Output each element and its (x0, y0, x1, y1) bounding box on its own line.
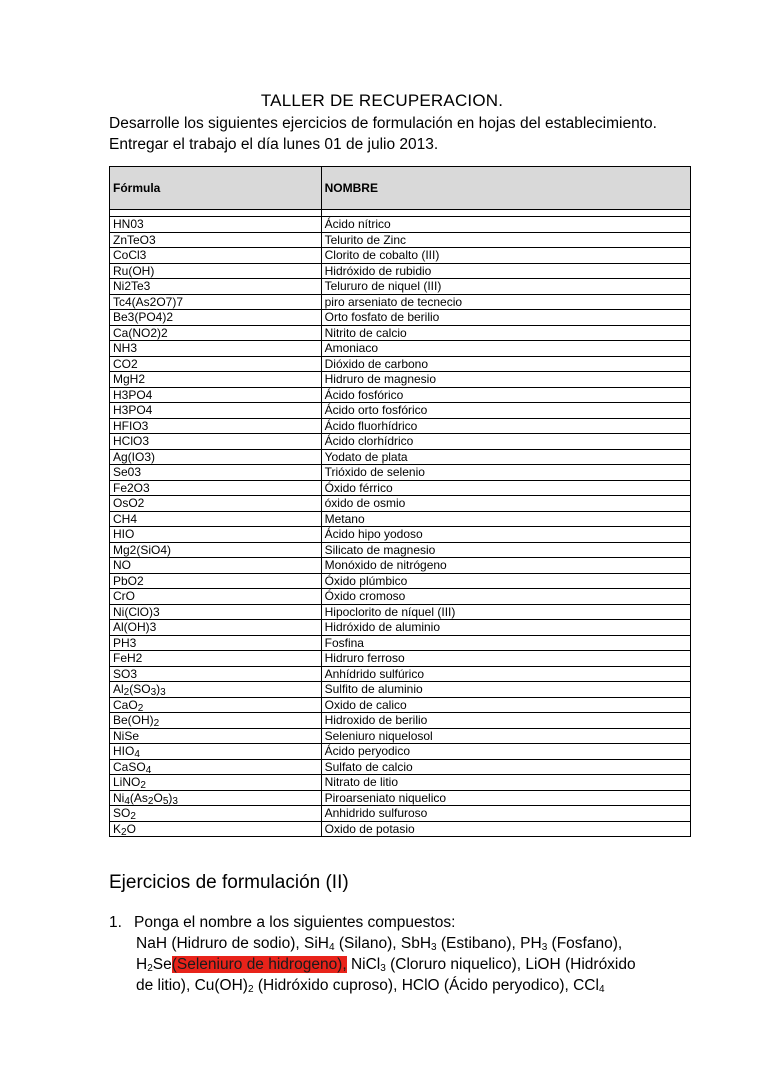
formula-cell: Se03 (110, 465, 322, 481)
table-row (110, 434, 691, 450)
name-cell: Ácido peryodico (321, 744, 690, 760)
name-cell: Óxido plúmbico (321, 573, 690, 589)
table-row (110, 325, 691, 341)
table-row (110, 604, 691, 620)
formula-cell: Fe2O3 (110, 480, 322, 496)
formula-cell: Ru(OH) (110, 263, 322, 279)
formula-cell: NiSe (110, 728, 322, 744)
formula-cell: CoCl3 (110, 248, 322, 264)
name-cell: Ácido fosfórico (321, 387, 690, 403)
table-row (110, 465, 691, 481)
answer-line: NaH (Hidruro de sodio), SiH$_4$ (Silano), SbH$_3$ (Estibano), $PH_3$ (Fosfano), (136, 935, 623, 953)
formula-cell: HFIO3 (110, 418, 322, 434)
exercise-1 (109, 912, 709, 996)
column-header-formula: Fórmula (110, 167, 322, 210)
table-row (110, 713, 691, 729)
name-cell: Yodato de plata (321, 449, 690, 465)
formula-cell: MgH2 (110, 372, 322, 388)
page-title (0, 91, 768, 111)
formula-cell: CaSO$_4$ (110, 759, 322, 775)
formula-cell: Mg2(SiO4) (110, 542, 322, 558)
table-row (110, 279, 691, 295)
name-cell: Hidróxido de aluminio (321, 620, 690, 636)
name-cell: Sulfato de calcio (321, 759, 690, 775)
formula-cell: NO (110, 558, 322, 574)
name-cell: Clorito de cobalto (III) (321, 248, 690, 264)
name-cell: Anhidrido sulfuroso (321, 806, 690, 822)
table-row (110, 821, 691, 837)
name-cell: Seleniuro niquelosol (321, 728, 690, 744)
formula-cell: CO2 (110, 356, 322, 372)
formula-cell: $SO_2$ (110, 806, 322, 822)
table-row (110, 372, 691, 388)
table-row (110, 496, 691, 512)
name-cell: Orto fosfato de berilio (321, 310, 690, 326)
name-cell: Ácido fluorhídrico (321, 418, 690, 434)
formula-cell: H3PO4 (110, 403, 322, 419)
formula-cell: PbO2 (110, 573, 322, 589)
name-cell: Dióxido de carbono (321, 356, 690, 372)
formula-cell: Ag(IO3) (110, 449, 322, 465)
formula-cell: Tc4(As2O7)7 (110, 294, 322, 310)
table-row (110, 527, 691, 543)
formula-cell: CaO$_2$ (110, 697, 322, 713)
name-cell: Oxido de calico (321, 697, 690, 713)
name-cell: Telururo de niquel (III) (321, 279, 690, 295)
table-row (110, 697, 691, 713)
name-cell: Oxido de potasio (321, 821, 690, 837)
name-cell: Hidruro de magnesio (321, 372, 690, 388)
name-cell: piro arseniato de tecnecio (321, 294, 690, 310)
column-header-nombre: NOMBRE (321, 167, 690, 210)
name-cell: Hidróxido de rubidio (321, 263, 690, 279)
name-cell: Nitrato de litio (321, 775, 690, 791)
name-cell: Hidroxido de berilio (321, 713, 690, 729)
formula-cell: Ni2Te3 (110, 279, 322, 295)
table-header-row (110, 167, 691, 210)
table-row (110, 480, 691, 496)
answer-formula: $H_2Se$ (136, 956, 172, 974)
table-row (110, 418, 691, 434)
formula-cell: FeH2 (110, 651, 322, 667)
table-row (110, 511, 691, 527)
name-cell: Fosfina (321, 635, 690, 651)
name-cell: Ácido nítrico (321, 217, 690, 233)
table-row (110, 744, 691, 760)
name-cell: Óxido cromoso (321, 589, 690, 605)
name-cell: Metano (321, 511, 690, 527)
page-title-text: TALLER DE RECUPERACION. (260, 91, 504, 110)
formula-cell: NH3 (110, 341, 322, 357)
exercise-prompt: Ponga el nombre a los siguientes compuestos: (134, 914, 456, 931)
table-row (110, 542, 691, 558)
name-cell: Ácido orto fosfórico (321, 403, 690, 419)
formula-cell: PH3 (110, 635, 322, 651)
section-title: Ejercicios de formulación (II) (109, 872, 349, 893)
name-cell: Piroarseniato niquelico (321, 790, 690, 806)
name-cell: Anhídrido sulfúrico (321, 666, 690, 682)
formula-cell: ZnTeO3 (110, 232, 322, 248)
table-row (110, 651, 691, 667)
table-row (110, 341, 691, 357)
formula-cell: $HIO_4$ (110, 744, 322, 760)
formula-table (109, 166, 691, 837)
table-row (110, 403, 691, 419)
table-row (110, 573, 691, 589)
table-row (110, 387, 691, 403)
formula-cell: $K_2O$ (110, 821, 322, 837)
table-row (110, 263, 691, 279)
name-cell: Trióxido de selenio (321, 465, 690, 481)
table-row (110, 666, 691, 682)
name-cell: óxido de osmio (321, 496, 690, 512)
answer-line: de litio), $Cu(OH)_2$ (Hidróxido cuproso), HClO (Ácido peryodico), CCl$_4$ (136, 977, 605, 995)
exercise-number: 1. (109, 914, 122, 931)
instruction-line: Desarrolle los siguientes ejercicios de formulación en hojas del establecimiento. (109, 115, 657, 132)
highlighted-answer: (Seleniuro de hidrogeno), (171, 956, 347, 973)
name-cell: Monóxido de nitrógeno (321, 558, 690, 574)
formula-cell: HN03 (110, 217, 322, 233)
table-spacer-row (110, 210, 691, 217)
table-row (110, 775, 691, 791)
table-row (110, 728, 691, 744)
formula-cell: CH4 (110, 511, 322, 527)
name-cell: Sulfito de aluminio (321, 682, 690, 698)
spacer-cell (321, 210, 690, 217)
name-cell: Nitrito de calcio (321, 325, 690, 341)
formula-cell: SO3 (110, 666, 322, 682)
formula-cell: Ni(ClO)3 (110, 604, 322, 620)
table-row (110, 356, 691, 372)
instruction-line: Entregar el trabajo el día lunes 01 de julio 2013. (109, 136, 439, 153)
table-row (110, 620, 691, 636)
formula-cell: $Ni_4(As_2O_5)_3$ (110, 790, 322, 806)
name-cell: Silicato de magnesio (321, 542, 690, 558)
formula-cell: H3PO4 (110, 387, 322, 403)
answer-line (136, 954, 709, 975)
name-cell: Ácido clorhídrico (321, 434, 690, 450)
answer-text: NiCl$_3$ (Cloruro niquelico), LiOH (Hidróxido (346, 956, 636, 974)
name-cell: Óxido férrico (321, 480, 690, 496)
table-row (110, 589, 691, 605)
formula-cell: $Be(OH)_2$ (110, 713, 322, 729)
table-row (110, 635, 691, 651)
table-row (110, 232, 691, 248)
table-row (110, 682, 691, 698)
table-row (110, 248, 691, 264)
table-row (110, 449, 691, 465)
formula-cell: HIO (110, 527, 322, 543)
formula-cell: HClO3 (110, 434, 322, 450)
table-body (110, 210, 691, 837)
name-cell: Hipoclorito de níquel (III) (321, 604, 690, 620)
formula-cell: Al(OH)3 (110, 620, 322, 636)
table-row (110, 310, 691, 326)
formula-cell: OsO2 (110, 496, 322, 512)
table-row (110, 558, 691, 574)
formula-cell: LiNO$_2$ (110, 775, 322, 791)
formula-cell: Be3(PO4)2 (110, 310, 322, 326)
formula-cell: CrO (110, 589, 322, 605)
name-cell: Telurito de Zinc (321, 232, 690, 248)
instructions (109, 113, 709, 155)
exercise-answers (109, 933, 709, 996)
table-row (110, 294, 691, 310)
formula-cell: Ca(NO2)2 (110, 325, 322, 341)
table-row (110, 759, 691, 775)
table-row (110, 806, 691, 822)
table-row (110, 790, 691, 806)
table-row (110, 217, 691, 233)
name-cell: Amoniaco (321, 341, 690, 357)
name-cell: Ácido hipo yodoso (321, 527, 690, 543)
name-cell: Hidruro ferroso (321, 651, 690, 667)
formula-cell: $Al_2(SO_3)_3$ (110, 682, 322, 698)
spacer-cell (110, 210, 322, 217)
